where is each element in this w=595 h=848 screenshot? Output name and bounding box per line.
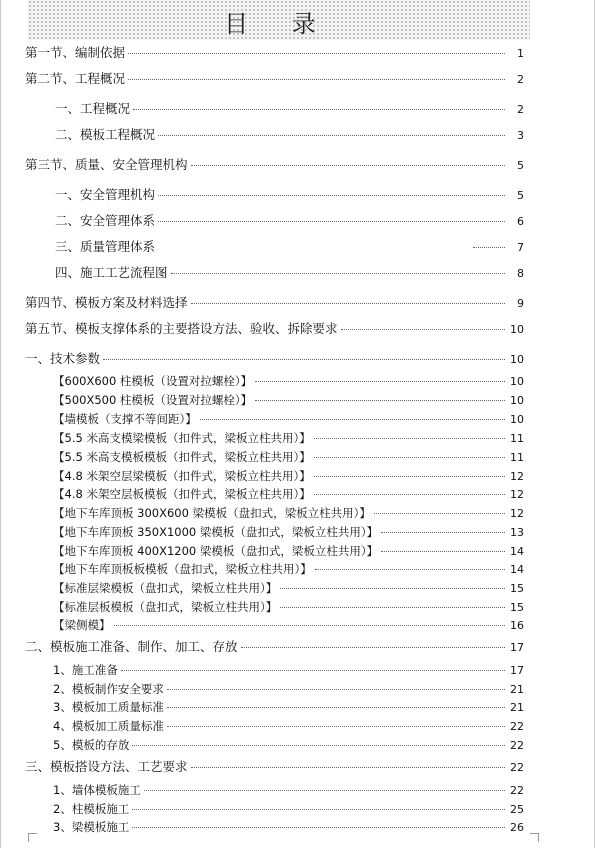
dot-leader <box>167 726 505 727</box>
dot-leader <box>280 588 505 589</box>
toc-page-number: 13 <box>510 526 524 539</box>
dot-leader <box>191 767 505 768</box>
toc-entry-text: 【4.8 米架空层梁模板（扣件式，梁板立柱共用）】 <box>53 469 311 483</box>
toc-entry[interactable] <box>0 295 595 312</box>
dot-leader <box>473 247 505 248</box>
toc-entry[interactable] <box>0 373 595 390</box>
toc-page-number: 12 <box>510 507 524 520</box>
dot-leader <box>314 438 505 439</box>
dot-leader <box>132 827 505 828</box>
toc-entry[interactable] <box>0 468 595 485</box>
toc-entry[interactable] <box>0 639 595 656</box>
toc-page-number: 15 <box>510 582 524 595</box>
toc-entry[interactable] <box>0 213 595 230</box>
dot-leader <box>158 221 505 222</box>
page-corner-mark-left <box>28 833 37 842</box>
toc-page-number: 12 <box>510 488 524 501</box>
toc-entry-text: 5、模板的存放 <box>53 738 130 752</box>
toc-page-number: 16 <box>510 619 524 632</box>
toc-entry[interactable] <box>0 681 595 698</box>
toc-page-number: 10 <box>510 413 524 426</box>
toc-page-number: 14 <box>510 545 524 558</box>
toc-page-number: 17 <box>510 664 524 677</box>
toc-entry-text: 二、模板施工准备、制作、加工、存放 <box>25 639 238 654</box>
toc-page-number: 12 <box>510 470 524 483</box>
toc-entry-text: 第一节、编制依据 <box>25 45 126 60</box>
dot-leader <box>167 689 505 690</box>
dot-leader <box>241 647 505 648</box>
toc-entry-text: 第三节、质量、安全管理机构 <box>25 157 188 172</box>
toc-entry[interactable] <box>0 239 595 256</box>
toc-entry[interactable] <box>0 524 595 541</box>
dot-leader <box>315 569 505 570</box>
toc-page-number: 10 <box>510 353 524 366</box>
toc-entry[interactable] <box>0 101 595 118</box>
toc-entry[interactable] <box>0 449 595 466</box>
toc-entry-text: 三、质量管理体系 <box>55 239 156 254</box>
toc-page-number: 14 <box>510 563 524 576</box>
toc-entry[interactable] <box>0 187 595 204</box>
toc-entry[interactable] <box>0 127 595 144</box>
toc-entry-text: 一、技术参数 <box>25 351 101 366</box>
dot-leader <box>103 359 505 360</box>
toc-entry-text: 第二节、工程概况 <box>25 71 126 86</box>
toc-entry[interactable] <box>0 45 595 62</box>
toc-entry-text: 【4.8 米架空层板模板（扣件式，梁板立柱共用）】 <box>53 487 311 501</box>
dot-leader <box>114 625 506 626</box>
dot-leader <box>314 457 505 458</box>
toc-page-number: 21 <box>510 701 524 714</box>
toc-entry[interactable] <box>0 819 595 836</box>
toc-page-number: 10 <box>510 323 524 336</box>
toc-entry[interactable] <box>0 737 595 754</box>
dot-leader <box>191 303 505 304</box>
toc-entry[interactable] <box>0 801 595 818</box>
toc-page-number: 6 <box>517 215 524 228</box>
toc-entry-text: 【地下车库顶板板模板（盘扣式，梁板立柱共用）】 <box>53 562 312 576</box>
toc-entry-text: 【标准层板模板（盘扣式，梁板立柱共用）】 <box>53 600 278 614</box>
toc-entry-text: 一、安全管理机构 <box>55 187 156 202</box>
dot-leader <box>171 273 505 274</box>
toc-entry[interactable] <box>0 699 595 716</box>
toc-entry-text: 【5.5 米高支模梁模板（扣件式，梁板立柱共用）】 <box>53 431 311 445</box>
toc-page-number: 5 <box>517 159 524 172</box>
toc-entry-text: 【地下车库顶板 400X1200 梁模板（盘扣式，梁板立柱共用）】 <box>53 544 379 558</box>
toc-page-number: 11 <box>510 432 524 445</box>
dot-leader <box>381 532 505 533</box>
toc-entry-text: 2、柱模板施工 <box>53 802 130 816</box>
dot-leader <box>133 109 505 110</box>
toc-entry[interactable] <box>0 430 595 447</box>
toc-entry-text: 1、施工准备 <box>53 663 118 677</box>
toc-entry[interactable] <box>0 411 595 428</box>
dot-leader <box>158 135 505 136</box>
toc-page-number: 7 <box>517 241 524 254</box>
toc-page-number: 2 <box>517 103 524 116</box>
dot-leader <box>128 79 505 80</box>
toc-entry[interactable] <box>0 486 595 503</box>
dot-leader <box>314 476 505 477</box>
dot-leader <box>280 607 505 608</box>
toc-page-number: 1 <box>517 47 524 60</box>
toc-entry-text: 【600X600 柱模板（设置对拉螺栓）】 <box>53 374 253 388</box>
toc-page-number: 3 <box>517 129 524 142</box>
dot-leader <box>128 53 505 54</box>
dot-leader <box>132 809 505 810</box>
toc-entry-text: 3、梁模板施工 <box>53 820 130 834</box>
toc-entry-text: 一、工程概况 <box>55 101 131 116</box>
toc-entry[interactable] <box>0 782 595 799</box>
toc-entry-text: 第五节、模板支撑体系的主要搭设方法、验收、拆除要求 <box>25 321 338 336</box>
toc-entry-text: 【地下车库顶板 300X600 梁模板（盘扣式，梁板立柱共用）】 <box>53 506 371 520</box>
toc-entry[interactable] <box>0 505 595 522</box>
dot-leader <box>158 195 505 196</box>
toc-page-number: 21 <box>510 683 524 696</box>
toc-page-number: 15 <box>510 601 524 614</box>
dot-leader <box>144 790 505 791</box>
toc-page-number: 17 <box>510 641 524 654</box>
page-corner-mark-right <box>530 833 539 842</box>
dot-leader <box>314 494 505 495</box>
toc-page-number: 9 <box>517 297 524 310</box>
toc-entry[interactable] <box>0 351 595 368</box>
toc-page-number: 22 <box>510 784 524 797</box>
toc-entry-text: 3、模板加工质量标准 <box>53 700 164 714</box>
page-title: 目 录 <box>224 10 334 38</box>
toc-entry[interactable] <box>0 157 595 174</box>
toc-page-number: 2 <box>517 73 524 86</box>
dot-leader <box>341 329 505 330</box>
toc-entry-text: 1、墙体模板施工 <box>53 783 141 797</box>
dot-leader <box>255 400 505 401</box>
toc-entry[interactable] <box>0 71 595 88</box>
dot-leader <box>121 670 505 671</box>
toc-page-number: 11 <box>510 451 524 464</box>
toc-page-number: 22 <box>510 739 524 752</box>
toc-page-number: 10 <box>510 375 524 388</box>
dot-leader <box>255 381 505 382</box>
toc-entry-text: 【地下车库顶板 350X1000 梁模板（盘扣式，梁板立柱共用）】 <box>53 525 379 539</box>
toc-entry[interactable] <box>0 662 595 679</box>
toc-entry[interactable] <box>0 759 595 776</box>
toc-entry-text: 【墙模板（支撑不等间距）】 <box>53 412 197 426</box>
toc-entry-text: 【标准层梁模板（盘扣式，梁板立柱共用）】 <box>53 581 278 595</box>
title-band <box>28 0 530 40</box>
dot-leader <box>381 551 505 552</box>
toc-entry-text: 【5.5 米高支模板模板（扣件式，梁板立柱共用）】 <box>53 450 311 464</box>
toc-entry[interactable] <box>0 718 595 735</box>
toc-entry[interactable] <box>0 265 595 282</box>
dot-leader <box>200 419 505 420</box>
dot-leader <box>374 513 505 514</box>
toc-entry[interactable] <box>0 392 595 409</box>
toc-entry[interactable] <box>0 543 595 560</box>
toc-entry-text: 二、安全管理体系 <box>55 213 156 228</box>
toc-page-number: 8 <box>517 267 524 280</box>
toc-entry[interactable] <box>0 580 595 597</box>
toc-entry[interactable] <box>0 599 595 616</box>
dot-leader <box>191 165 505 166</box>
toc-page-number: 10 <box>510 394 524 407</box>
toc-entry-text: 第四节、模板方案及材料选择 <box>25 295 188 310</box>
toc-entry-text: 2、模板制作安全要求 <box>53 682 164 696</box>
toc-page-number: 22 <box>510 761 524 774</box>
toc-page-number: 26 <box>510 821 524 834</box>
toc-entry-text: 【梁侧模】 <box>53 618 111 632</box>
toc-page-number: 5 <box>517 189 524 202</box>
dot-leader <box>167 707 505 708</box>
toc-page-number: 25 <box>510 803 524 816</box>
dot-leader <box>132 745 505 746</box>
toc-entry[interactable] <box>0 321 595 338</box>
toc-entry[interactable] <box>0 617 595 634</box>
toc-page-number: 22 <box>510 720 524 733</box>
toc-entry-text: 二、模板工程概况 <box>55 127 156 142</box>
toc-entry-text: 三、模板搭设方法、工艺要求 <box>25 759 188 774</box>
toc-entry[interactable] <box>0 561 595 578</box>
toc-entry-text: 4、模板加工质量标准 <box>53 719 164 733</box>
toc-entry-text: 【500X500 柱模板（设置对拉螺栓）】 <box>53 393 253 407</box>
toc-entry-text: 四、施工工艺流程图 <box>55 265 168 280</box>
